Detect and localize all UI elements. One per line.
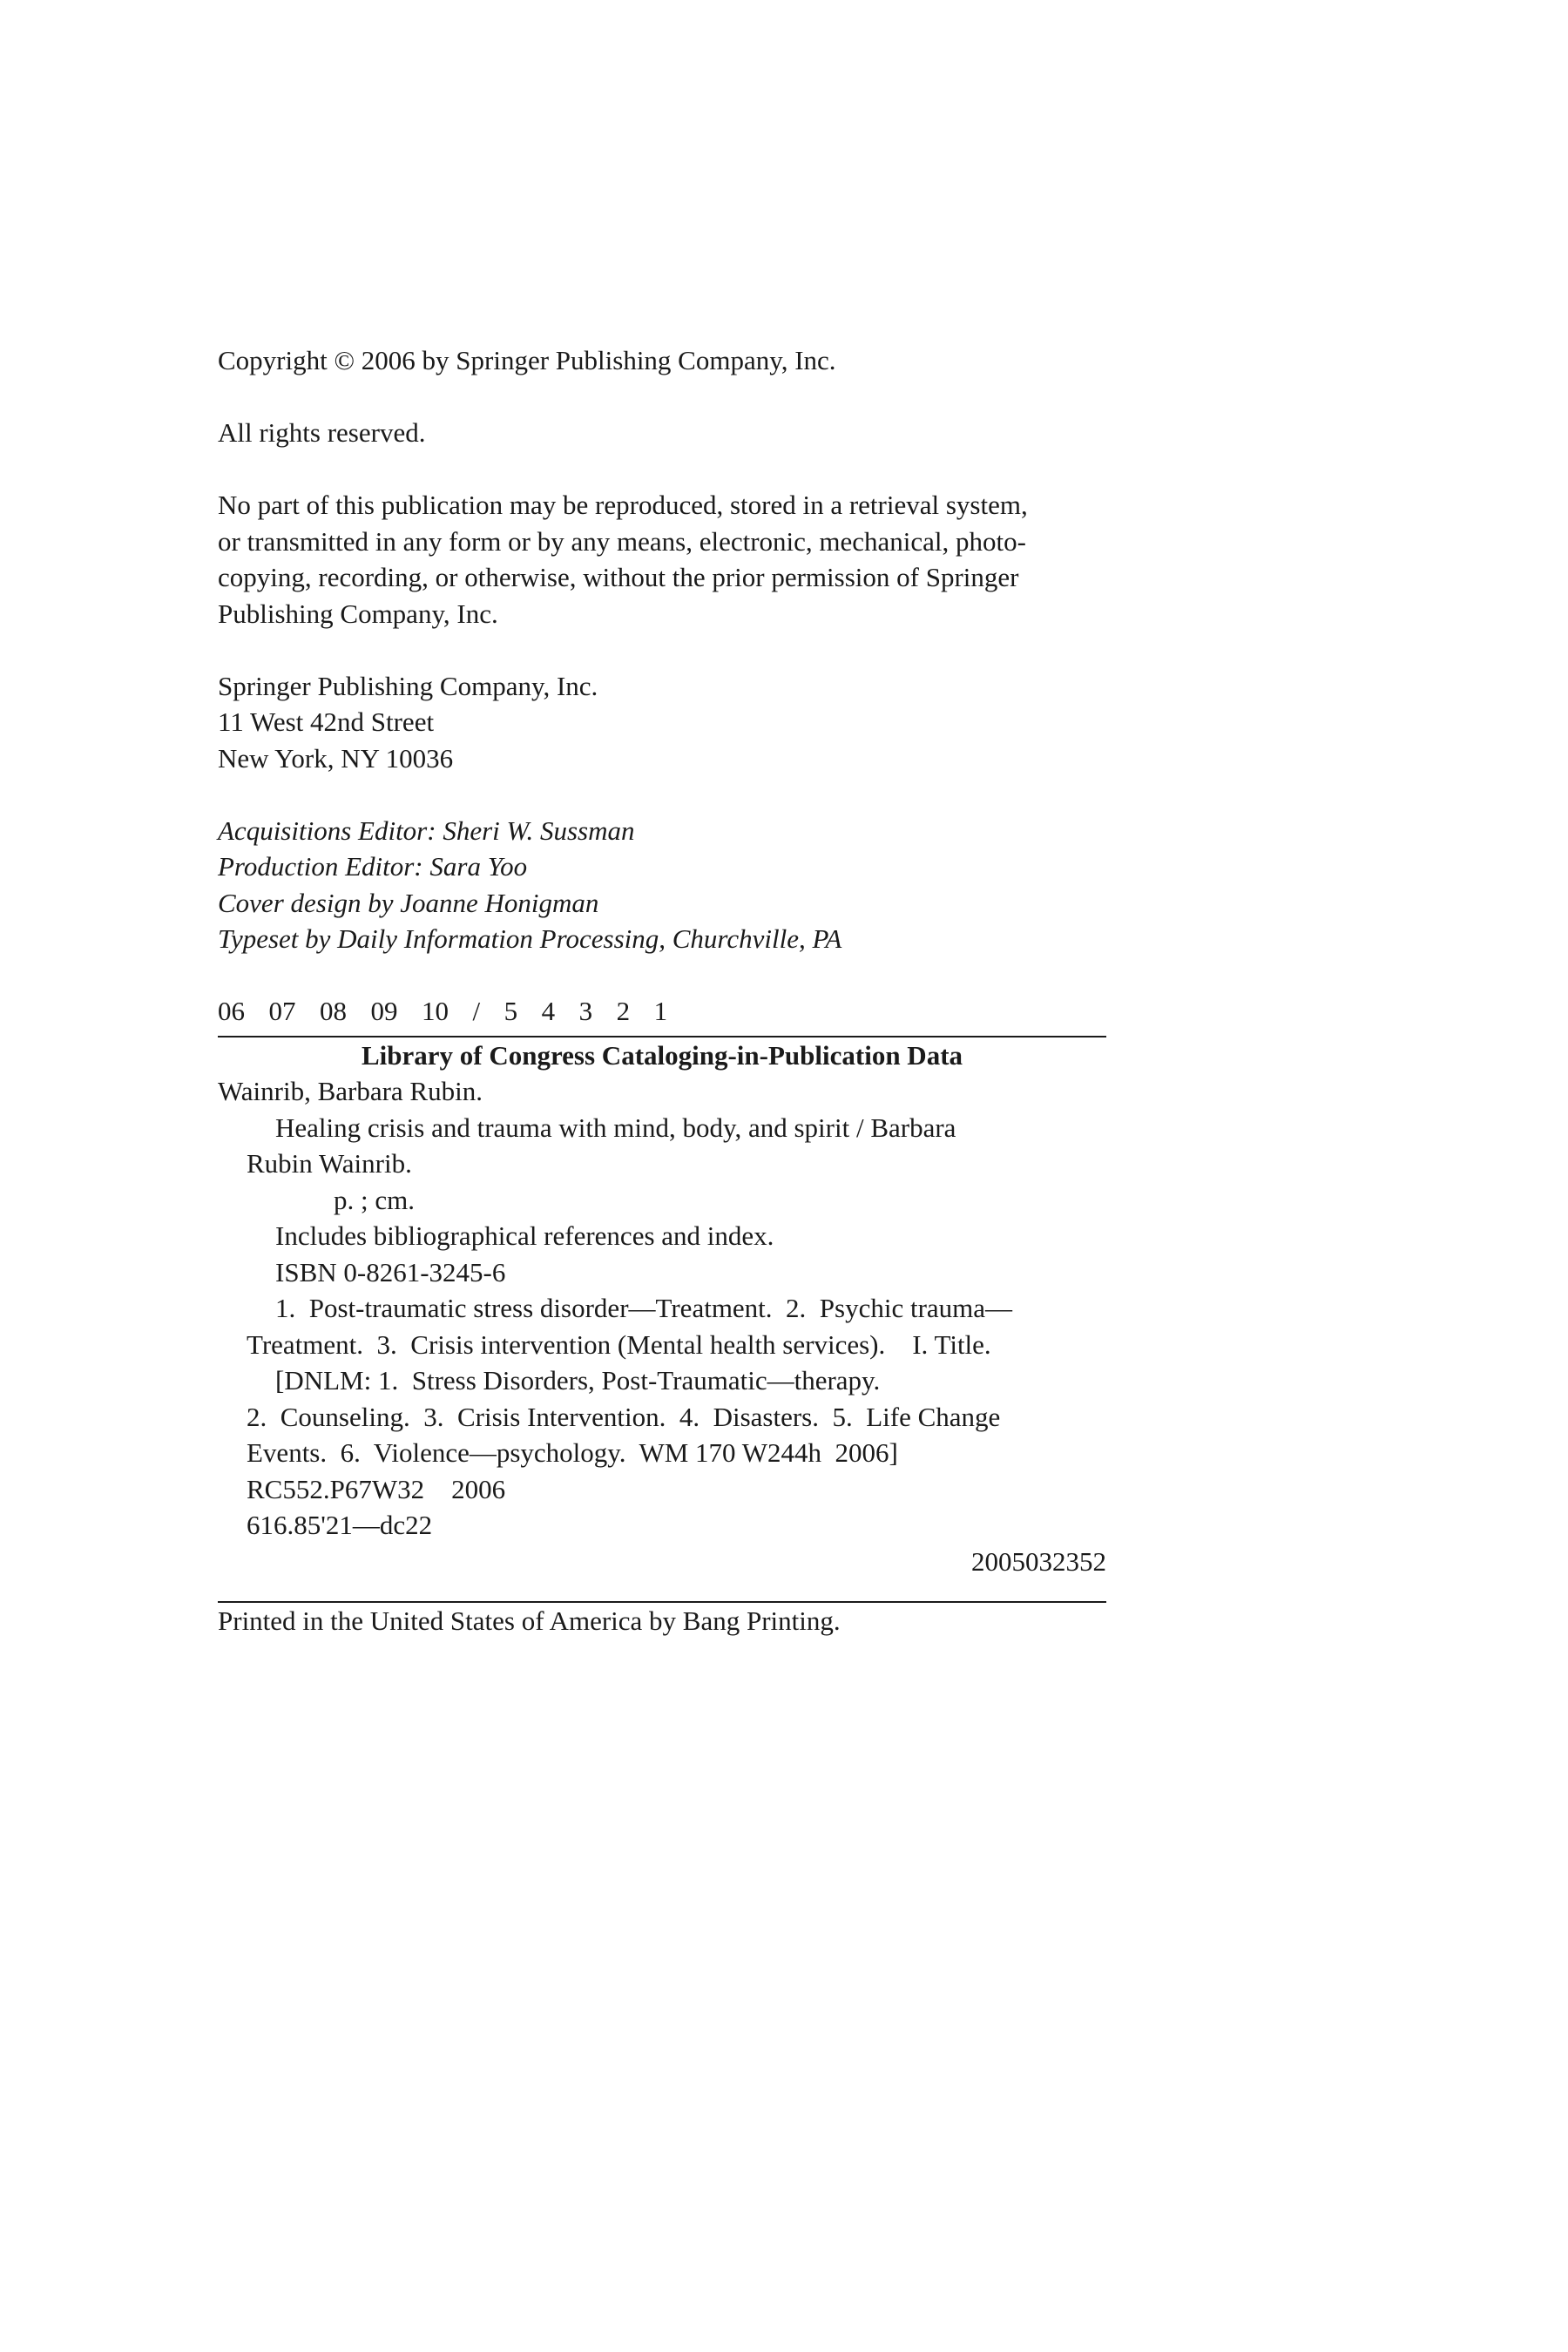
notice-line: copying, recording, or otherwise, without the prior permission of Springer	[218, 562, 1019, 592]
cip-line: 616.85'21—dc22	[247, 1510, 433, 1540]
notice-line: No part of this publication may be reproduced, stored in a retrieval system,	[218, 490, 1028, 520]
copyright-line: Copyright © 2006 by Springer Publishing Company, Inc.	[218, 345, 836, 375]
reproduction-notice	[218, 487, 1106, 632]
cip-line: ISBN 0-8261-3245-6	[275, 1256, 506, 1288]
cip-line: RC552.P67W32 2006	[247, 1473, 506, 1504]
credit-line: Typeset by Daily Information Processing, Churchville, PA	[218, 923, 842, 954]
credit-line: Cover design by Joanne Honigman	[218, 887, 599, 918]
address-line: 11 West 42nd Street	[218, 706, 435, 737]
cip-line: Healing crisis and trauma with mind, body, and spirit / Barbara	[275, 1112, 956, 1143]
cip-line: Includes bibliographical references and index.	[275, 1220, 774, 1251]
address-line: Springer Publishing Company, Inc.	[218, 670, 598, 701]
publisher-address	[218, 668, 1106, 777]
cip-line: Rubin Wainrib.	[247, 1148, 412, 1179]
credit-line: Acquisitions Editor: Sheri W. Sussman	[218, 814, 635, 846]
rights-block	[218, 415, 1106, 451]
cip-line: Events. 6. Violence—psychology. WM 170 W244h 2006]	[247, 1437, 898, 1468]
cip-line: 2. Counseling. 3. Crisis Intervention. 4. Disasters. 5. Life Change	[247, 1401, 1001, 1432]
address-line: New York, NY 10036	[218, 742, 454, 774]
cip-line: [DNLM: 1. Stress Disorders, Post-Traumatic—therapy.	[275, 1365, 881, 1396]
cip-heading: Library of Congress Cataloging-in-Publication Data	[361, 1039, 963, 1071]
rights-reserved: All rights reserved.	[218, 417, 426, 448]
cip-line: Wainrib, Barbara Rubin.	[218, 1076, 483, 1106]
printed-statement: Printed in the United States of America by Bang Printing.	[218, 1605, 841, 1636]
cip-line: p. ; cm.	[334, 1184, 415, 1215]
copyright-block	[218, 342, 1106, 379]
printing-line: 06 07 08 09 10 / 5 4 3 2 1	[218, 996, 668, 1026]
notice-line: Publishing Company, Inc.	[218, 598, 498, 629]
notice-line: or transmitted in any form or by any means, electronic, mechanical, photo-	[218, 525, 1026, 557]
credit-line: Production Editor: Sara Yoo	[218, 851, 528, 882]
cip-line: Treatment. 3. Crisis intervention (Mental health services). I. Title.	[247, 1328, 991, 1360]
cip-record	[218, 1073, 1106, 1579]
lccn-number: 2005032352	[971, 1545, 1106, 1577]
cip-line: 1. Post-traumatic stress disorder—Treatment. 2. Psychic trauma—	[275, 1293, 1013, 1323]
text-column	[218, 342, 1106, 1639]
credits-block	[218, 813, 1106, 957]
